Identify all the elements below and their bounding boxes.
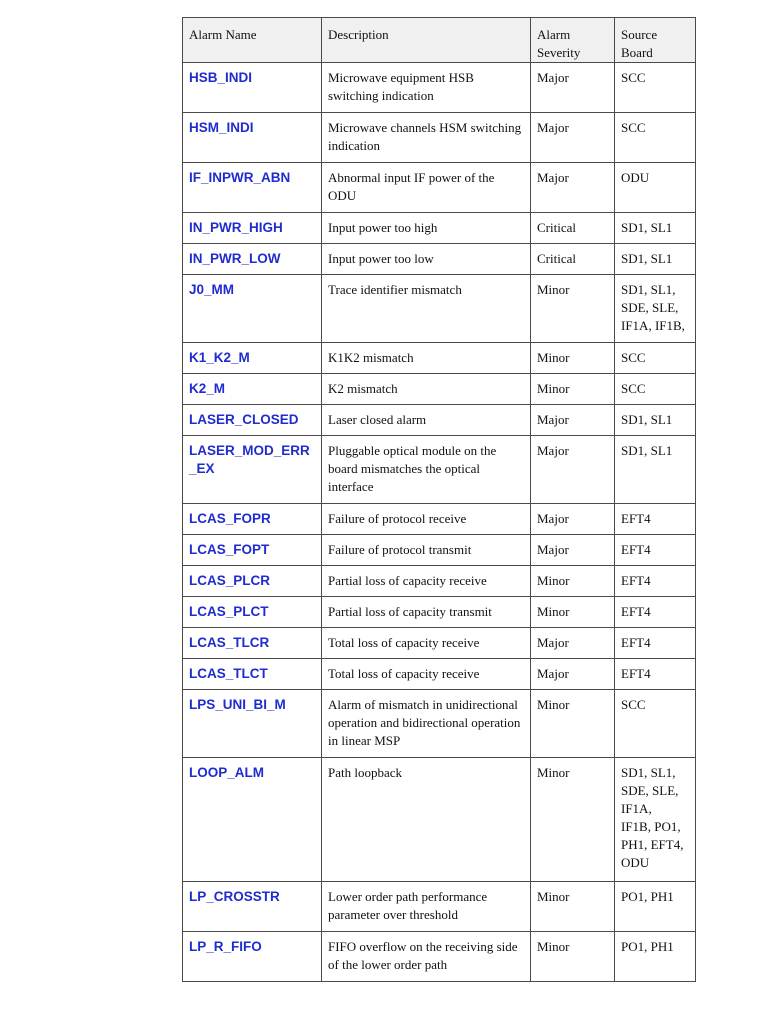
alarm-severity: Minor	[531, 374, 615, 405]
table-body	[183, 63, 696, 982]
alarm-severity: Major	[531, 535, 615, 566]
source-board: EFT4	[615, 566, 696, 597]
alarm-name-link[interactable]: LASER_MOD_ERR _EX	[183, 436, 322, 504]
table-row	[183, 597, 696, 628]
alarm-name-link[interactable]: LP_R_FIFO	[183, 932, 322, 982]
alarm-severity: Minor	[531, 932, 615, 982]
alarm-name-link[interactable]: LCAS_PLCR	[183, 566, 322, 597]
alarm-description: K2 mismatch	[322, 374, 531, 405]
alarm-description: FIFO overflow on the receiving side of the lower order path	[322, 932, 531, 982]
source-board: EFT4	[615, 659, 696, 690]
alarm-severity: Minor	[531, 566, 615, 597]
alarm-name-link[interactable]: HSB_INDI	[183, 63, 322, 113]
alarm-name-link[interactable]: IN_PWR_HIGH	[183, 213, 322, 244]
alarm-name-link[interactable]: LCAS_FOPR	[183, 504, 322, 535]
alarm-name-link[interactable]: K1_K2_M	[183, 343, 322, 374]
alarm-severity: Minor	[531, 758, 615, 882]
alarm-description: Failure of protocol receive	[322, 504, 531, 535]
table-row	[183, 932, 696, 982]
alarm-description: Microwave equipment HSB switching indication	[322, 63, 531, 113]
table-row	[183, 244, 696, 275]
alarm-description: Path loopback	[322, 758, 531, 882]
table-row	[183, 213, 696, 244]
table-row	[183, 758, 696, 882]
alarm-name-link[interactable]: J0_MM	[183, 275, 322, 343]
table-row	[183, 405, 696, 436]
header-alarm-severity: Alarm Severity	[531, 18, 615, 63]
alarm-name-link[interactable]: IN_PWR_LOW	[183, 244, 322, 275]
alarm-description: Partial loss of capacity receive	[322, 566, 531, 597]
source-board: SD1, SL1	[615, 436, 696, 504]
alarm-description: Trace identifier mismatch	[322, 275, 531, 343]
alarm-severity: Major	[531, 163, 615, 213]
alarm-name-link[interactable]: IF_INPWR_ABN	[183, 163, 322, 213]
table-row	[183, 659, 696, 690]
header-description: Description	[322, 18, 531, 63]
source-board: SD1, SL1, SDE, SLE, IF1A, IF1B,	[615, 275, 696, 343]
alarm-severity: Major	[531, 628, 615, 659]
alarm-name-link[interactable]: LCAS_PLCT	[183, 597, 322, 628]
header-row	[183, 18, 696, 63]
alarm-severity: Critical	[531, 213, 615, 244]
table-row	[183, 882, 696, 932]
table-row	[183, 163, 696, 213]
source-board: SD1, SL1	[615, 405, 696, 436]
source-board: SCC	[615, 63, 696, 113]
alarm-description: Input power too low	[322, 244, 531, 275]
source-board: EFT4	[615, 628, 696, 659]
alarm-name-link[interactable]: LPS_UNI_BI_M	[183, 690, 322, 758]
alarm-name-link[interactable]: HSM_INDI	[183, 113, 322, 163]
alarm-description: Total loss of capacity receive	[322, 659, 531, 690]
table-row	[183, 113, 696, 163]
alarm-severity: Major	[531, 436, 615, 504]
table-row	[183, 275, 696, 343]
source-board: ODU	[615, 163, 696, 213]
source-board: PO1, PH1	[615, 932, 696, 982]
alarm-description: Failure of protocol transmit	[322, 535, 531, 566]
source-board: SCC	[615, 343, 696, 374]
source-board: EFT4	[615, 535, 696, 566]
alarm-severity: Major	[531, 63, 615, 113]
alarm-severity: Minor	[531, 690, 615, 758]
alarm-description: Total loss of capacity receive	[322, 628, 531, 659]
table-row	[183, 690, 696, 758]
header-source-board: Source Board	[615, 18, 696, 63]
alarm-description: Lower order path performance parameter over threshold	[322, 882, 531, 932]
alarm-severity: Major	[531, 405, 615, 436]
source-board: SCC	[615, 374, 696, 405]
alarm-description: Abnormal input IF power of the ODU	[322, 163, 531, 213]
table-row	[183, 628, 696, 659]
alarm-severity: Major	[531, 659, 615, 690]
table-row	[183, 374, 696, 405]
table-row	[183, 504, 696, 535]
table-row	[183, 63, 696, 113]
alarm-name-link[interactable]: LASER_CLOSED	[183, 405, 322, 436]
alarm-name-link[interactable]: K2_M	[183, 374, 322, 405]
alarm-table	[182, 17, 696, 982]
alarm-severity: Minor	[531, 597, 615, 628]
alarm-severity: Major	[531, 504, 615, 535]
header-alarm-name: Alarm Name	[183, 18, 322, 63]
alarm-severity: Minor	[531, 343, 615, 374]
alarm-description: Pluggable optical module on the board mismatches the optical interface	[322, 436, 531, 504]
alarm-description: Laser closed alarm	[322, 405, 531, 436]
source-board: PO1, PH1	[615, 882, 696, 932]
alarm-name-link[interactable]: LCAS_TLCT	[183, 659, 322, 690]
alarm-severity: Critical	[531, 244, 615, 275]
source-board: SD1, SL1	[615, 244, 696, 275]
alarm-severity: Minor	[531, 882, 615, 932]
alarm-description: Alarm of mismatch in unidirectional operation and bidirectional operation in linear MSP	[322, 690, 531, 758]
table-row	[183, 535, 696, 566]
source-board: SCC	[615, 113, 696, 163]
source-board: SCC	[615, 690, 696, 758]
source-board: EFT4	[615, 597, 696, 628]
table-row	[183, 436, 696, 504]
alarm-description: Partial loss of capacity transmit	[322, 597, 531, 628]
alarm-description: Microwave channels HSM switching indication	[322, 113, 531, 163]
alarm-name-link[interactable]: LOOP_ALM	[183, 758, 322, 882]
source-board: SD1, SL1, SDE, SLE, IF1A, IF1B, PO1, PH1, EFT4, ODU	[615, 758, 696, 882]
alarm-description: Input power too high	[322, 213, 531, 244]
source-board: EFT4	[615, 504, 696, 535]
alarm-name-link[interactable]: LP_CROSSTR	[183, 882, 322, 932]
table-row	[183, 566, 696, 597]
alarm-name-link[interactable]: LCAS_TLCR	[183, 628, 322, 659]
alarm-severity: Major	[531, 113, 615, 163]
alarm-severity: Minor	[531, 275, 615, 343]
source-board: SD1, SL1	[615, 213, 696, 244]
alarm-description: K1K2 mismatch	[322, 343, 531, 374]
table-row	[183, 343, 696, 374]
alarm-name-link[interactable]: LCAS_FOPT	[183, 535, 322, 566]
